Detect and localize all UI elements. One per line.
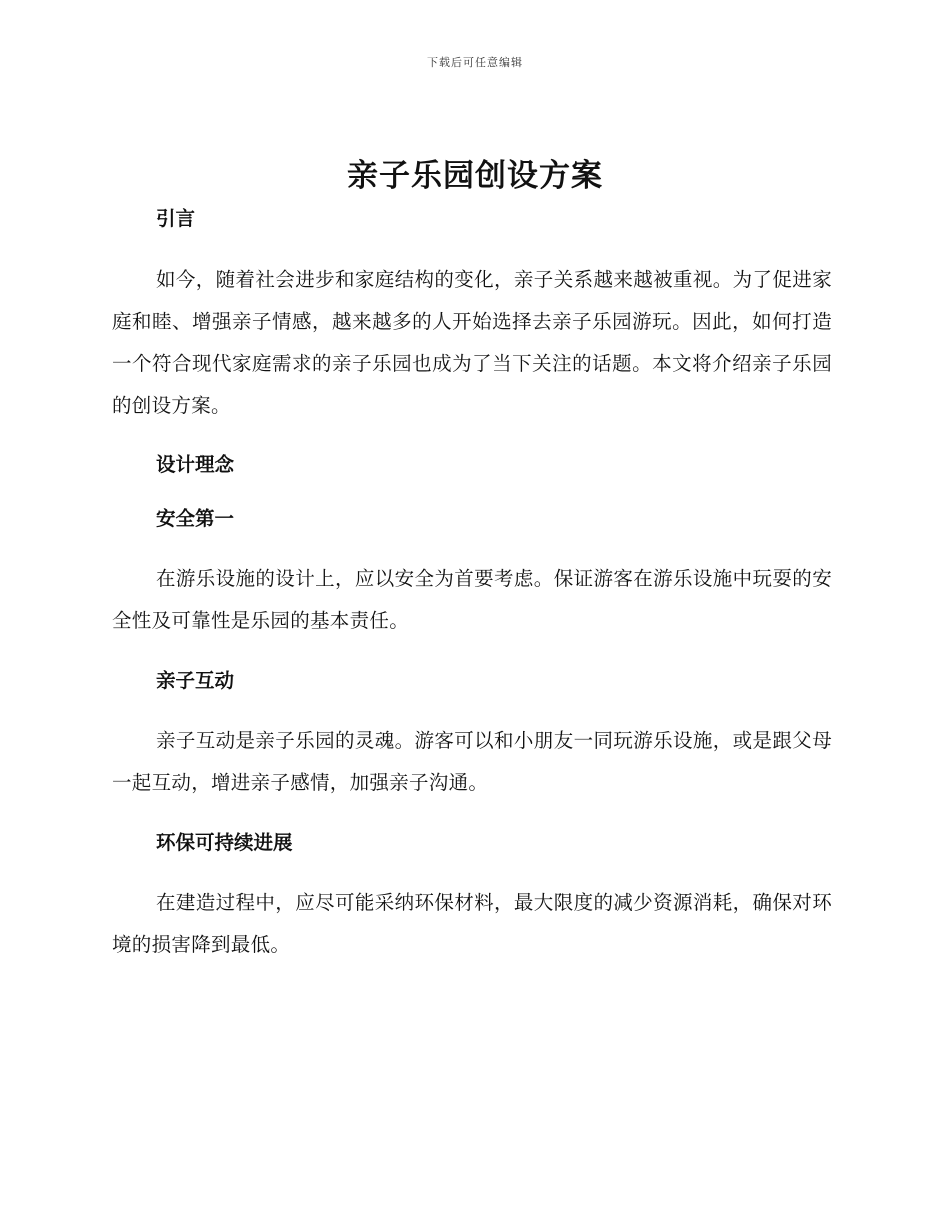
section-heading-safety: 安全第一 [156,507,235,530]
document-title: 亲子乐园创设方案 [347,158,603,194]
document-body [112,204,832,966]
section-heading-interaction: 亲子互动 [156,669,235,692]
section-paragraph-interaction: 亲子互动是亲子乐园的灵魂。游客可以和小朋友一同玩游乐设施，或是跟父母一起互动，增进亲子感情，加强亲子沟通。 [112,729,832,794]
section-paragraph-safety: 在游乐设施的设计上，应以安全为首要考虑。保证游客在游乐设施中玩耍的安全性及可靠性是乐园的基本责任。 [112,567,832,632]
section-heading-sustainability: 环保可持续进展 [156,831,293,854]
header-note: 下载后可任意编辑 [427,56,523,69]
section-paragraph-sustainability: 在建造过程中，应尽可能采纳环保材料，最大限度的减少资源消耗，确保对环境的损害降到最低。 [112,891,832,956]
section-paragraph-intro: 如今，随着社会进步和家庭结构的变化，亲子关系越来越被重视。为了促进家庭和睦、增强亲子情感，越来越多的人开始选择去亲子乐园游玩。因此，如何打造一个符合现代家庭需求的亲子乐园也成为了当下关注的话题。本文将介绍亲子乐园的创设方案。 [112,268,832,417]
section-heading-intro: 引言 [156,207,196,230]
section-heading-design-concept: 设计理念 [156,453,235,476]
